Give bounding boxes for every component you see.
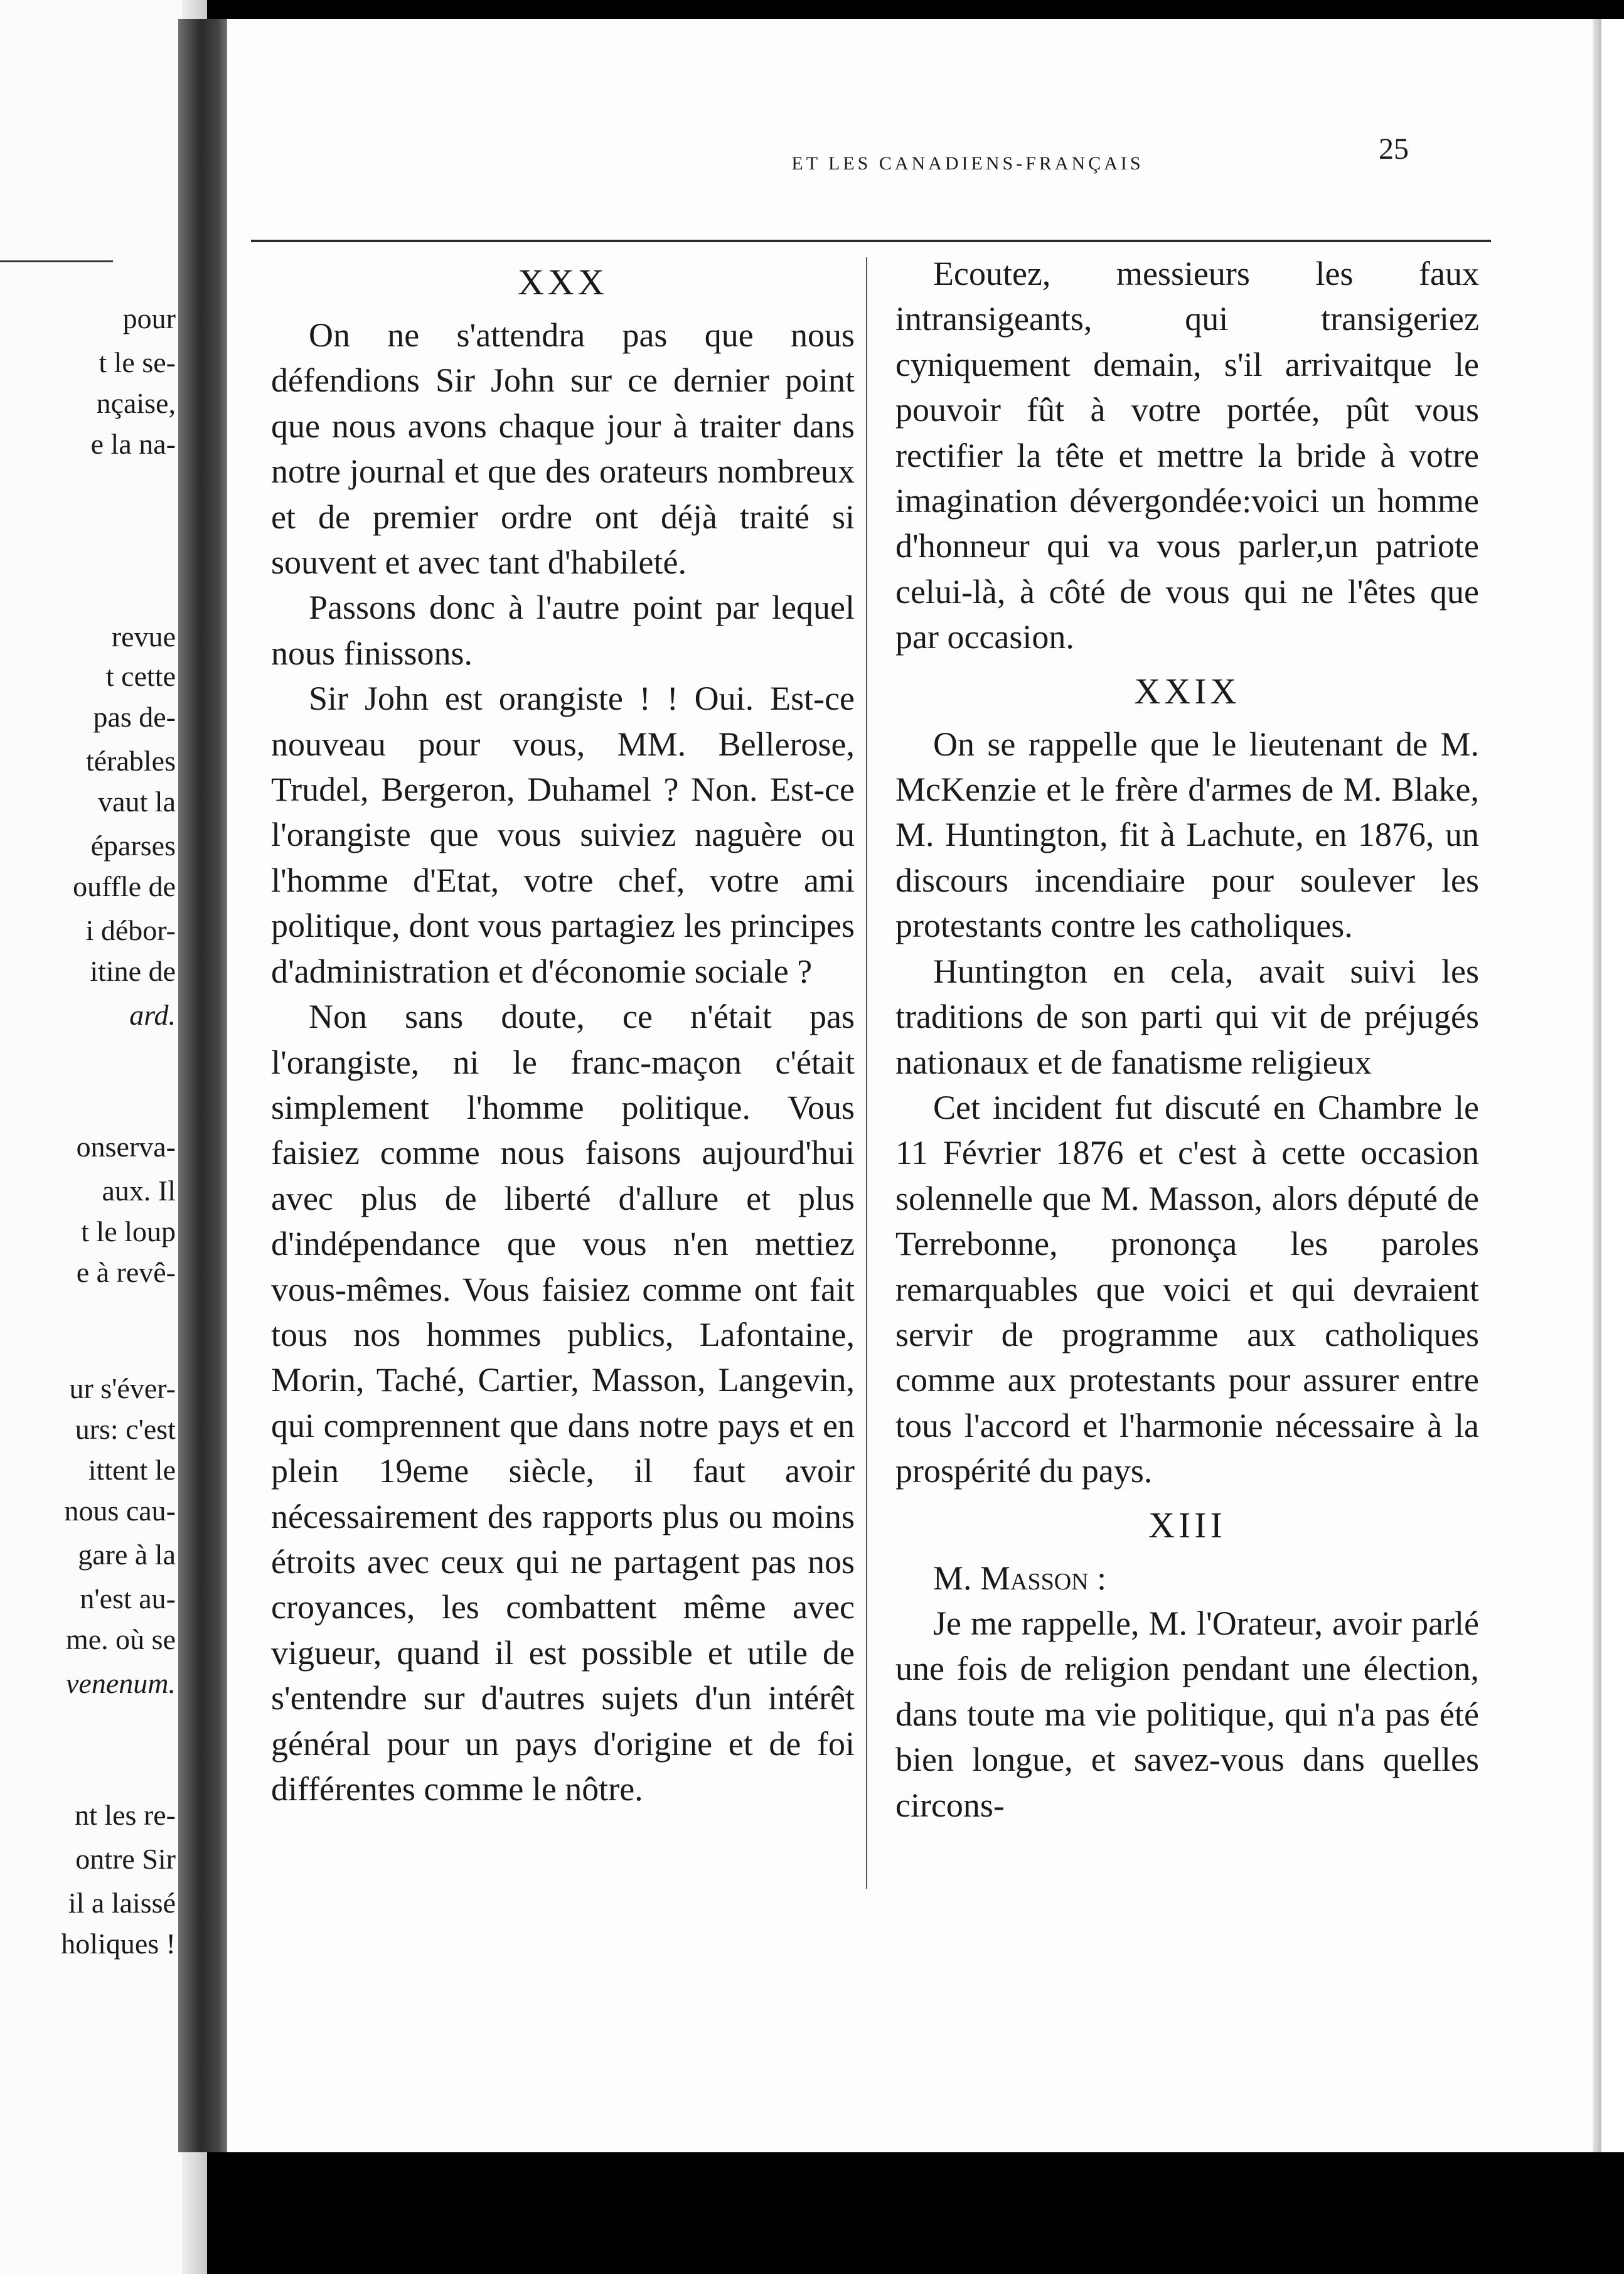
facing-page-line: e la na- [90,428,176,460]
facing-page-line: t le se- [99,346,176,378]
facing-page-line: itine de [90,955,176,987]
header-rule [251,240,1491,242]
right-column [895,251,1479,1828]
facing-page-line: venenum. [66,1667,176,1699]
paragraph: Non sans doute, ce n'était pas l'orangiste, ni le franc-maçon c'était simplement l'homme politique. Vous faisiez comme nous faisons aujourd'hui avec plus de liberté d'allure et plus d'indépendance que vous n'en mettiez vous-mêmes. Vous faisiez comme ont fait tous nos hommes publics, Lafontaine, Morin, Taché, Cartier, Masson, Langevin, qui comprennent que dans notre pays et en plein 19eme siècle, il faut avoir nécessairement des rapports plus ou moins étroits avec ceux qui ne partagent pas nos croyances, les combattent même avec vigueur, quand il est possible et utile de s'entendre sur d'autres sujets d'un intérêt général pour un pays d'origine et de foi différentes comme le nôtre. [271,998,855,1808]
scan-border-top [0,0,1624,19]
speaker-label: M. Masson : [933,1559,1107,1597]
facing-page-line: pour [122,302,176,334]
page-number: 25 [1379,132,1409,166]
facing-page-line: ittent le [88,1454,176,1486]
scan-border-bottom [0,2152,1624,2274]
left-column [271,251,855,1812]
column-divider [866,257,867,1889]
paragraph: Sir John est orangiste ! ! Oui. Est-ce nouveau pour vous, MM. Bellerose, Trudel, Bergeron, Duhamel ? Non. Est-ce l'orangiste que vous suiviez naguère ou l'homme d'Etat, votre chef, votre ami politique, dont vous partagiez les principes d'administration et d'économie sociale ? [271,680,855,990]
facing-page-line: ard. [129,999,176,1031]
facing-page-line: nous cau- [64,1495,176,1527]
paragraph: Ecoutez, messieurs les faux intransigeants, qui transigeriez cyniquement demain, s'il arrivaitque le pouvoir fût à votre portée, pût vous rectifier la tête et mettre la bride à votre imagination dévergondée:voici un homme d'honneur qui va vous parler,un patriote celui-là, à côté de vous qui ne l'êtes que par occasion. [895,255,1479,656]
facing-page-line: ur s'éver- [69,1372,176,1404]
facing-page-line: gare à la [78,1539,176,1571]
facing-page-line: e à revê- [76,1256,176,1288]
facing-page-line: térables [85,745,176,777]
book-page [227,19,1601,2152]
facing-page-line: i débor- [85,914,176,946]
facing-page-line: pas de- [93,701,176,733]
paragraph: Cet incident fut discuté en Chambre le 11 Février 1876 et c'est à cette occasion solennelle que M. Masson, alors député de Terrebonne, prononça les paroles remarquables que voici et qui devraient servir de programme aux catholiques comme aux protestants pour assurer entre tous l'accord et l'harmonie nécessaire à la prospérité du pays. [895,1088,1479,1490]
section-heading-xiii: XIII [1148,1504,1226,1545]
book-gutter [178,19,235,2152]
facing-page-line: éparses [90,830,176,862]
section-heading-xxix: XXIX [1134,670,1241,712]
paragraph: On se rappelle que le lieutenant de M. McKenzie et le frère d'armes de M. Blake, M. Huntington, fit à Lachute, en 1876, un discours incendiaire pour soulever les protestants contre les catholiques. [895,725,1479,945]
facing-page-fragment [0,0,207,2274]
facing-page-line: n'est au- [80,1583,176,1615]
facing-page-line: urs: c'est [75,1413,176,1445]
paragraph: Huntington en cela, avait suivi les traditions de son parti qui vit de préjugés nationaux et de fanatisme religieux [895,952,1479,1081]
facing-page-line: nt les re- [75,1799,176,1831]
facing-page-line: nçaise, [96,387,176,419]
paragraph: On ne s'attendra pas que nous défendions Sir John sur ce dernier point que nous avons chaque jour à traiter dans notre journal et que des orateurs nombreux et de premier ordre ont déjà traité si souvent et avec tant d'habileté. [271,316,855,582]
facing-page-rule [0,260,113,262]
facing-page-line: il a laissé [68,1887,176,1919]
running-head: ET LES CANADIENS-FRANÇAIS [791,153,1144,174]
facing-page-line: t cette [105,660,176,692]
facing-page-line: ouffle de [73,870,176,902]
facing-page-line: t le loup [81,1215,176,1247]
paragraph: Passons donc à l'autre point par lequel nous finissons. [271,589,855,672]
section-heading-xxx: XXX [518,262,608,302]
facing-page-line: vaut la [98,786,176,818]
page-edge [1593,19,1601,2152]
facing-page-line: holiques ! [61,1928,176,1960]
facing-page-line: me. où se [65,1623,176,1655]
facing-page-line: ontre Sir [75,1843,176,1875]
facing-page-line: onserva- [76,1131,176,1163]
facing-page-line: revue [111,621,176,653]
facing-page-line: aux. Il [102,1175,176,1207]
speech-paragraph: Je me rappelle, M. l'Orateur, avoir parlé une fois de religion pendant une élection, dans toute ma vie politique, qui n'a pas été bien longue, et savez-vous dans quelles circons- [895,1604,1479,1824]
